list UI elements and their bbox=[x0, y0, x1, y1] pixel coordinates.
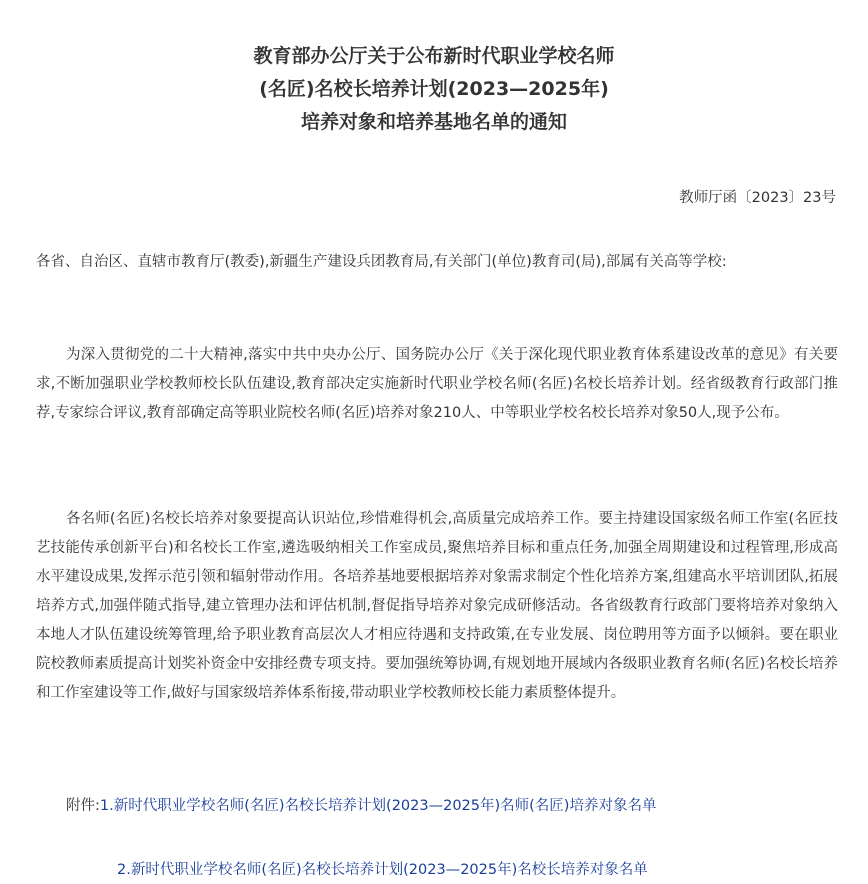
attachments-line-1 bbox=[66, 792, 656, 820]
document-number: 教师厅函〔2023〕23号 bbox=[679, 190, 836, 206]
body-paragraph-2: 各名师(名匠)名校长培养对象要提高认识站位,珍惜难得机会,高质量完成培养工作。要主持建设国家级名师工作室(名匠技艺技能传承创新平台)和名校长工作室,遴选吸纳相关工作室成员,聚焦培养目标和重点任务,加强全周期建设和过程管理,形成高水平建设成果,发挥示范引领和辐射带动作用。各培养基地要根据培养对象需求制定个性化培养方案,组建高水平培训团队,拓展培养方式,加强伴随式指导,建立管理办法和评估机制,督促指导培养对象完成研修活动。各省级教育行政部门要将培养对象纳入本地人才队伍建设统筹管理,给予职业教育高层次人才相应待遇和支持政策,在专业发展、岗位聘用等方面予以倾斜。要在职业院校教师素质提高计划奖补资金中安排经费专项支持。要加强统筹协调,有规划地开展域内各级职业教育名师(名匠)名校长培养和工作室建设等工作,做好与国家级培养体系衔接,带动职业学校教师校长能力素质整体提升。 bbox=[36, 511, 838, 701]
attachment-link-1[interactable]: 1.新时代职业学校名师(名匠)名校长培养计划(2023—2025年)名师(名匠)培养对象名单 bbox=[99, 798, 657, 814]
attachments-label: 附件: bbox=[66, 798, 100, 814]
notice-title-line-1: 教育部办公厅关于公布新时代职业学校名师 bbox=[253, 45, 615, 67]
body-paragraph-1: 为深入贯彻党的二十大精神,落实中共中央办公厅、国务院办公厅《关于深化现代职业教育体系建设改革的意见》有关要求,不断加强职业学校教师校长队伍建设,教育部决定实施新时代职业学校名师(名匠)名校长培养计划。经省级教育行政部门推荐,专家综合评议,教育部确定高等职业院校名师(名匠)培养对象210人、中等职业学校名校长培养对象50人,现予公布。 bbox=[36, 347, 838, 421]
attachments-line-2 bbox=[117, 856, 648, 884]
notice-title-line-2: (名匠)名校长培养计划(2023—2025年) bbox=[259, 78, 609, 100]
attachment-link-2[interactable]: 2.新时代职业学校名师(名匠)名校长培养计划(2023—2025年)名校长培养对象名单 bbox=[117, 862, 648, 878]
notice-title-line-3: 培养对象和培养基地名单的通知 bbox=[300, 111, 567, 133]
salutation-paragraph: 各省、自治区、直辖市教育厅(教委),新疆生产建设兵团教育局,有关部门(单位)教育司(局),部属有关高等学校: bbox=[36, 254, 727, 270]
